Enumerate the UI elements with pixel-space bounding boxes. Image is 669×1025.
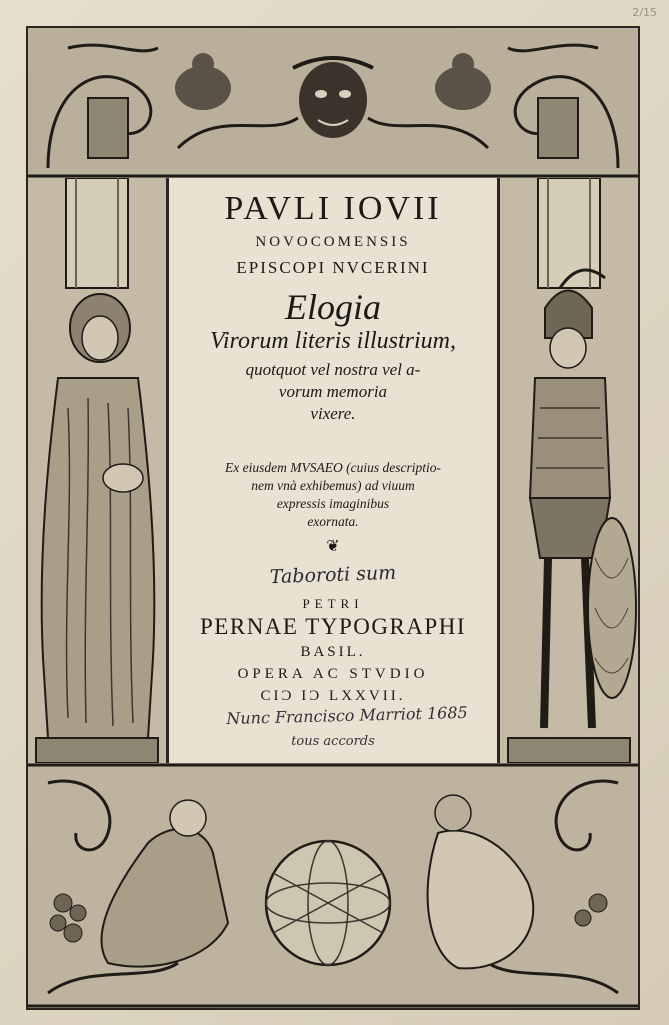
imprint-line-3: BASIL. (300, 644, 366, 660)
description-line-1: Ex eiusdem MVSAEO (cuius descriptio- (225, 460, 441, 475)
subtitle-line-1: Virorum literis illustrium, (209, 328, 457, 354)
author-title: EPISCOPI NVCERINI (236, 258, 430, 277)
description-line-3: expressis imaginibus (276, 496, 390, 511)
imprint-line-4: OPERA AC STVDIO (237, 666, 429, 682)
description-line-2: nem vnà exhibemus) ad viuum (251, 478, 415, 493)
pencil-note: 2/15 (632, 6, 657, 19)
left-herm-figure (28, 178, 166, 763)
imprint-line-2: PERNAE TYPOGRAPHI (200, 614, 466, 639)
imprint-line-1: PETRI (302, 596, 364, 611)
motto-inscription: tous accords (291, 734, 375, 749)
book-title: Elogia (285, 287, 381, 327)
top-ornament (28, 28, 638, 178)
title-panel (166, 178, 500, 763)
woodcut-border (26, 26, 640, 1010)
provenance-inscription: Nunc Francisco Marriot 1685 (226, 702, 468, 729)
right-herm-figure (500, 178, 638, 763)
description-line-4: exornata. (307, 514, 359, 529)
fleuron-icon: ❦ (326, 536, 340, 555)
author-origin: NOVOCOMENSIS (255, 234, 411, 250)
bottom-ornament (28, 763, 638, 1008)
subtitle-line-4: vixere. (310, 404, 356, 423)
subtitle-line-3: vorum memoria (278, 382, 388, 401)
ownership-inscription: Taboroti sum (269, 561, 397, 589)
subtitle-line-2: quotquot vel nostra vel a- (245, 360, 421, 379)
imprint-date: CIƆ IƆ LXXVII. (260, 688, 406, 704)
author-name: PAVLI IOVII (224, 190, 442, 227)
